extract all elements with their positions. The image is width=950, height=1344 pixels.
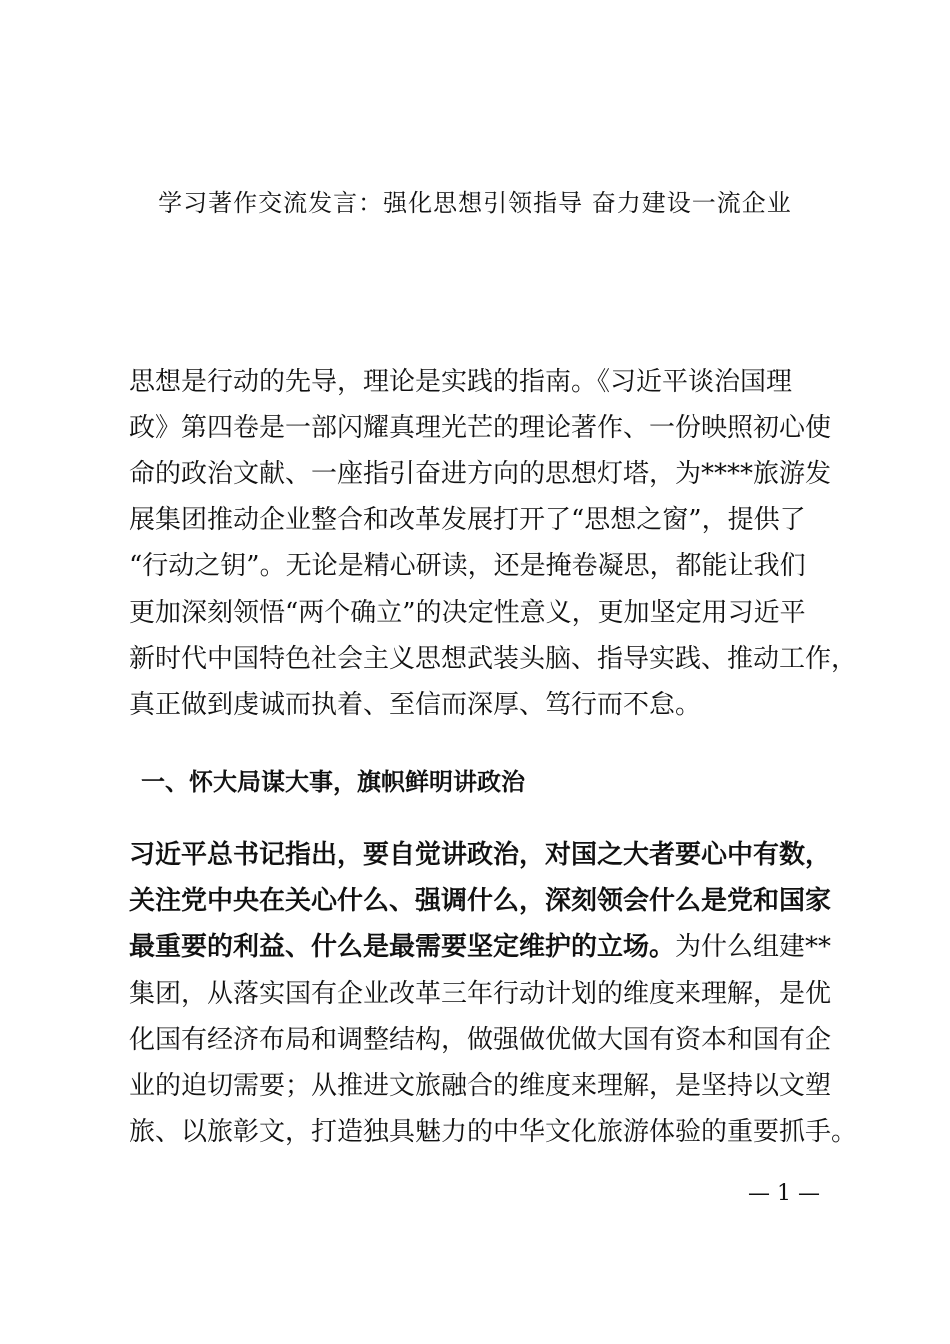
section-1-line-6: 业的迫切需要；从推进文旅融合的维度来理解，是坚持以文塑 <box>129 1071 832 1101</box>
page-number: — 1 — <box>748 1181 820 1206</box>
intro-line-5: “行动之钥”。无论是精心研读，还是掩卷凝思，都能让我们 <box>129 551 806 581</box>
intro-line-7: 新时代中国特色社会主义思想武装头脑、指导实践、推动工作， <box>129 644 858 674</box>
section-1-line-5: 化国有经济布局和调整结构，做强做优做大国有资本和国有企 <box>129 1025 832 1055</box>
section-1-heading: 一、怀大局谋大事，旗帜鲜明讲政治 <box>141 768 525 796</box>
section-1-line-3 <box>129 930 832 964</box>
intro-line-3: 命的政治文献、一座指引奋进方向的思想灯塔，为****旅游发 <box>129 459 832 489</box>
section-1-line-1: 习近平总书记指出，要自觉讲政治，对国之大者要心中有数， <box>129 840 832 870</box>
section-1-line-3-rest: 为什么组建** <box>675 932 832 962</box>
section-1-line-2: 关注党中央在关心什么、强调什么，深刻领会什么是党和国家 <box>129 886 832 916</box>
intro-line-8: 真正做到虔诚而执着、至信而深厚、笃行而不怠。 <box>129 690 702 720</box>
section-1-line-3-bold: 最重要的利益、什么是最需要坚定维护的立场。 <box>129 932 676 962</box>
intro-line-2: 政》第四卷是一部闪耀真理光芒的理论著作、一份映照初心使 <box>129 413 832 443</box>
document-title: 学习著作交流发言：强化思想引领指导 奋力建设一流企业 <box>158 189 792 217</box>
section-1-line-7: 旅、以旅彰文，打造独具魅力的中华文化旅游体验的重要抓手。 <box>129 1117 858 1147</box>
section-1-line-4: 集团，从落实国有企业改革三年行动计划的维度来理解，是优 <box>129 979 832 1009</box>
intro-line-6: 更加深刻领悟“两个确立”的决定性意义，更加坚定用习近平 <box>129 598 806 628</box>
intro-line-1: 思想是行动的先导，理论是实践的指南。《习近平谈治国理 <box>129 367 793 397</box>
intro-line-4: 展集团推动企业整合和改革发展打开了“思想之窗”，提供了 <box>129 505 806 535</box>
